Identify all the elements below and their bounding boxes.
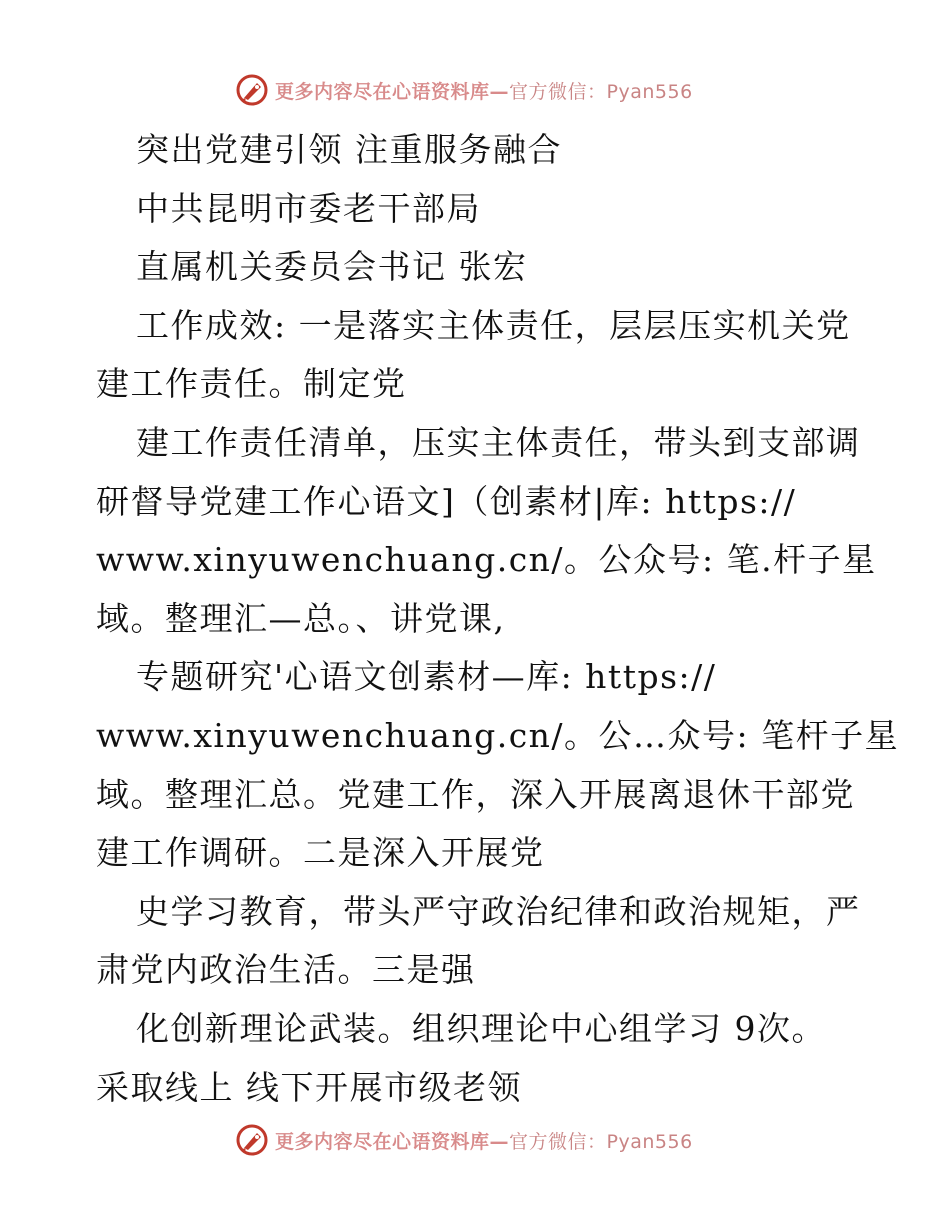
text-line: 域。整理汇总。党建工作，深入开展离退休干部党 bbox=[96, 774, 855, 814]
watermark-footer bbox=[235, 1123, 755, 1157]
pen-nib-logo-icon bbox=[235, 73, 269, 107]
text-line: www.xinyuwenchuang.cn/。公…众号: 笔杆子星 bbox=[96, 715, 900, 755]
pen-nib-logo-icon bbox=[235, 1123, 269, 1157]
text-line: 域。整理汇—总。、讲党课, bbox=[96, 598, 506, 638]
watermark-header bbox=[235, 73, 755, 107]
text-line: 采取线上 线下开展市级老领 bbox=[96, 1067, 522, 1107]
text-line: 肃党内政治生活。三是强 bbox=[96, 950, 476, 990]
document-body bbox=[96, 121, 900, 1117]
text-line: 工作成效: 一是落实主体责任，层层压实机关党 bbox=[136, 305, 851, 345]
text-line: 建工作责任。制定党 bbox=[96, 364, 407, 404]
text-line: 建工作责任清单，压实主体责任，带头到支部调 bbox=[136, 422, 861, 462]
text-line: 化创新理论武装。组织理论中心组学习 9次。 bbox=[136, 1008, 826, 1048]
text-line: 研督导党建工作心语文]（创素材|库: https:// bbox=[96, 481, 797, 521]
watermark-text: 更多内容尽在心语资料库—官方微信：Pyan556 bbox=[275, 80, 693, 103]
text-line: www.xinyuwenchuang.cn/。公众号: 笔.杆子星 bbox=[96, 540, 877, 580]
text-line: 史学习教育，带头严守政治纪律和政治规矩，严 bbox=[136, 891, 861, 931]
text-line: 突出党建引领 注重服务融合 bbox=[136, 130, 562, 169]
watermark-text: 更多内容尽在心语资料库—官方微信：Pyan556 bbox=[275, 1130, 693, 1153]
text-line: 直属机关委员会书记 张宏 bbox=[136, 247, 528, 287]
text-line: 中共昆明市委老干部局 bbox=[136, 188, 481, 228]
text-line: 专题研究'心语文创素材—库: https:// bbox=[136, 657, 717, 697]
text-line: 建工作调研。二是深入开展党 bbox=[96, 833, 545, 873]
